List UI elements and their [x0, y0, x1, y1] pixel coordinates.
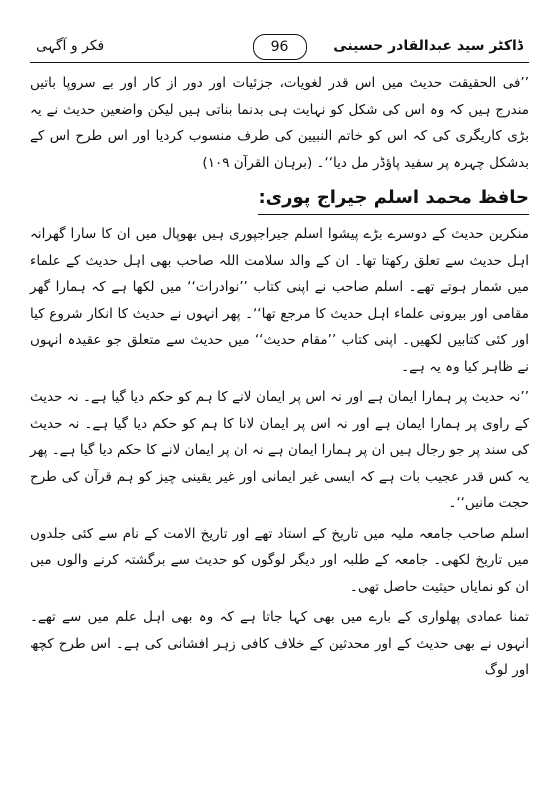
body-paragraph: منکرین حدیث کے دوسرے بڑے پیشوا اسلم جیراجپوری ہیں بھوپال میں ان کا سارا گھرانہ اہل حدیث سے تعلق رکھتا تھا۔ ان کے والد سلامت اللہ صاحب بھی اہل حدیث کے علماء میں شمار ہوتے تھے۔ اسلم صاحب نے اپنی کتاب ’’نوادرات‘‘ میں لکھا ہے کہ ہمارا گھر مقامی اور بیرونی علماء اہل حدیث کا مرجع تھا‘‘۔ پھر انہوں نے حدیث کا انکار شروع کیا اور کئی کتابیں لکھیں۔ اپنی کتاب ’’مقام حدیث‘‘ میں حدیث سے متعلق جو عقیدہ انہوں نے ظاہر کیا وہ یہ ہے۔ — [30, 226, 529, 375]
section-heading-wrap — [30, 176, 529, 221]
body-paragraph: تمنا عمادی پھلواری کے بارے میں بھی کہا جاتا ہے کہ وہ بھی اہل علم میں سے تھے۔ انہوں نے بھی حدیث کے اور محدثین کے خلاف کافی زہر افشانی کی ہے۔ اس طرح کچھ اور لوگ — [30, 609, 529, 678]
page-header — [30, 34, 529, 60]
author-name: ڈاکٹر سید عبدالقادر حسینی — [333, 38, 523, 54]
page-body — [30, 70, 529, 684]
body-paragraph: ’’نہ حدیث پر ہمارا ایمان ہے اور نہ اس پر ایمان لانے کا ہم کو حکم دیا گیا ہے۔ نہ حدیث کے راوی پر ہمارا ایمان ہے اور نہ اس پر ایمان لانا کا ہم کو حکم دیا گیا ہے۔ نہ حدیث کی سند پر جو رجال ہیں ان پر ہمارا ایمان ہے نہ ان پر ایمان لانے کا حکم دیا گیا ہے۔ پھر یہ کس قدر عجیب بات ہے کہ ایسی غیر ایمانی اور غیر یقینی چیز کو ہم قرآن کی طرح حجت مانیں‘‘۔ — [30, 389, 529, 511]
header-rule — [30, 62, 529, 63]
section-heading-text: حافظ محمد اسلم جیراج پوری: — [258, 187, 529, 208]
section-heading-underline — [258, 214, 529, 215]
section-heading — [258, 184, 529, 215]
book-title: فکر و آگہی — [36, 38, 105, 54]
quote-paragraph: ’’فی الحقیقت حدیث میں اس قدر لغویات، جزئیات اور دور از کار اور بے سروپا باتیں مندرج ہیں کہ وہ اس کی شکل کو نہایت ہی بدنما بناتی ہیں لیکن واضعین حدیث نے یہ بڑی کاریگری کی کہ اس کو خاتم النبیین کی طرف منسوب کردیا اور اس طرح اس کے بدشکل چہرہ پر سفید پاؤڈر مل دیا‘‘۔ (برہان القرآن ۱۰۹) — [30, 75, 529, 171]
body-paragraph: اسلم صاحب جامعہ ملیہ میں تاریخ کے استاد تھے اور تاریخ الامت کے نام سے کئی جلدوں میں تاریخ لکھی۔ جامعہ کے طلبہ اور دیگر لوگوں کو حدیث سے برگشتہ کرنے والوں میں ان کو نمایاں حیثیت حاصل تھی۔ — [30, 525, 529, 595]
page-number: 96 — [253, 34, 307, 60]
